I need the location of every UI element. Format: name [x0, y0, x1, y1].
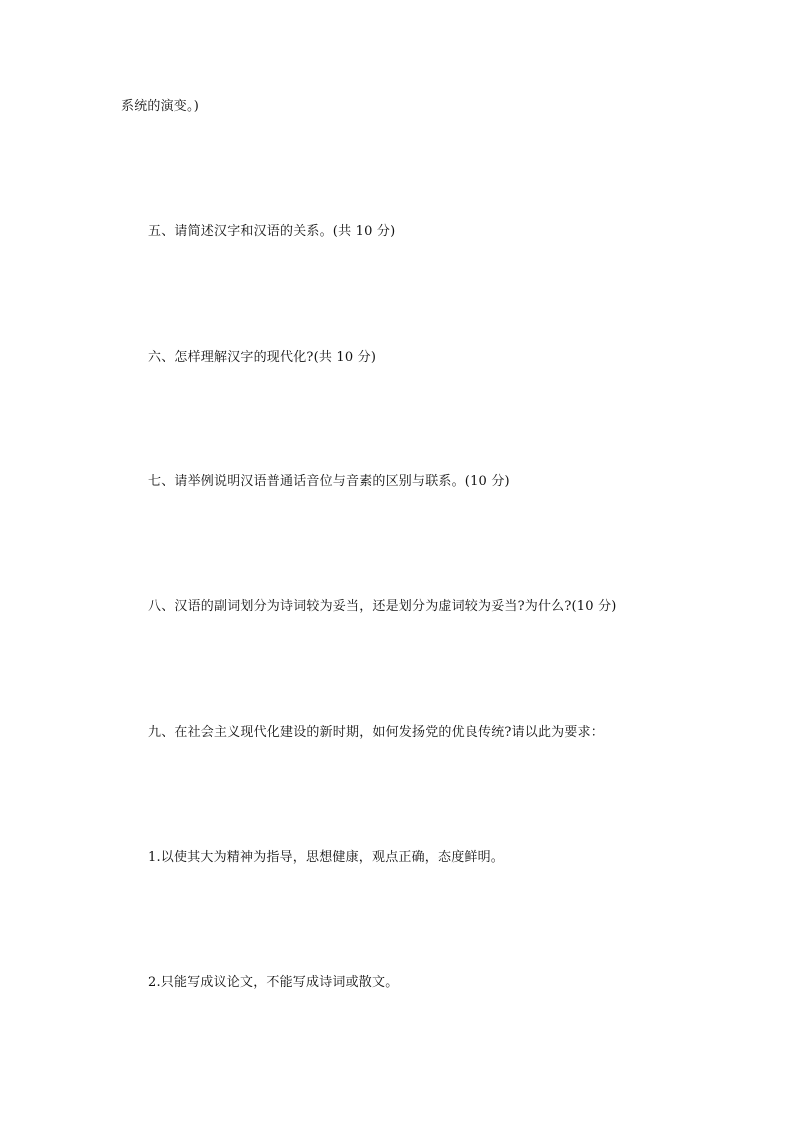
question-5: 五、请简述汉字和汉语的关系。(共 10 分) [148, 224, 396, 239]
question-9: 九、在社会主义现代化建设的新时期，如何发扬党的优良传统?请以此为要求： [148, 725, 604, 740]
continuation-text: 系统的演变。) [121, 99, 199, 114]
requirement-2: 2.只能写成议论文，不能写成诗词或散文。 [148, 975, 399, 990]
question-8: 八、汉语的副词划分为诗词较为妥当，还是划分为虚词较为妥当?为什么?(10 分) [148, 599, 617, 614]
question-7: 七、请举例说明汉语普通话音位与音素的区别与联系。(10 分) [148, 474, 510, 489]
requirement-1: 1.以使其大为精神为指导，思想健康，观点正确，态度鲜明。 [148, 850, 505, 865]
question-6: 六、怎样理解汉字的现代化?(共 10 分) [148, 350, 377, 365]
